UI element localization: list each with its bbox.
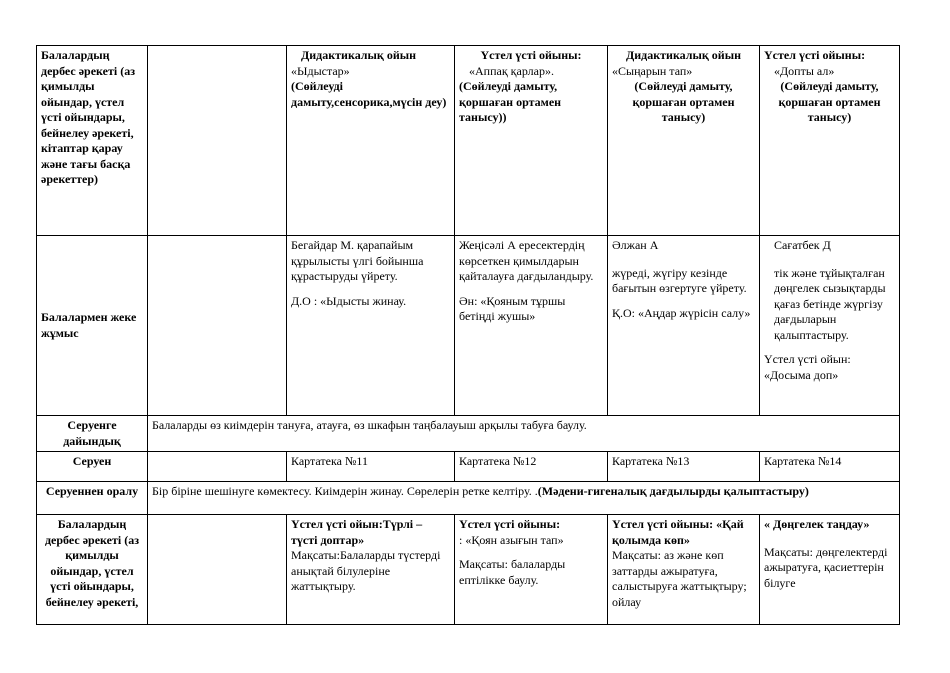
individual-text: жүреді, жүгіру кезінде бағытын өзгертуге үйрету. xyxy=(612,265,747,295)
row-walk xyxy=(37,452,900,482)
day-cell-3 xyxy=(608,46,760,236)
empty-cell xyxy=(148,46,287,236)
walk-card-2: Картатека №12 xyxy=(455,452,608,482)
game-area: (Сөйлеуді дамыту, қоршаған ортамен танысу) xyxy=(632,79,735,124)
empty-cell xyxy=(148,236,287,416)
game-title: Дидактикалық ойын xyxy=(301,48,417,62)
individual-cell-1 xyxy=(287,236,455,416)
activity-cell-3 xyxy=(608,515,760,625)
row-label-walk: Серуен xyxy=(37,452,148,482)
row-independent-activity xyxy=(37,46,900,236)
activity-text: Мақсаты:Балаларды түстерді анықтай білулеріне жаттықтыру. xyxy=(291,548,441,593)
individual-cell-3 xyxy=(608,236,760,416)
individual-text: Жеңісәлі А ересектердің көрсеткен қимылдарын қайталауға дағдыландыру. xyxy=(459,238,594,283)
individual-game: Үстел үсті ойын: «Досыма доп» xyxy=(764,352,851,382)
individual-game: Қ.О: «Аңдар жүрісін салу» xyxy=(612,305,751,320)
empty-cell xyxy=(148,452,287,482)
game-name: «Допты ал» xyxy=(774,63,835,78)
individual-text: Бегайдар М. қарапайым құрылысты үлгі бойынша құрастыруды үйрету. xyxy=(291,238,424,283)
activity-cell-4 xyxy=(760,515,900,625)
activity-title: Үстел үсті ойыны: «Қай қолымда көп» xyxy=(612,517,744,547)
game-name: «Аппақ қарлар». xyxy=(469,63,554,78)
individual-child: Сағатбек Д xyxy=(774,238,831,252)
game-title: Үстел үсті ойыны: xyxy=(480,48,582,62)
activity-cell-1 xyxy=(287,515,455,625)
return-text: Бір біріне шешінуге көмектесу. Киімдерін жинау. Сөрелерін ретке келтіру. . xyxy=(152,484,538,498)
activity-title: « Дөңгелек таңдау» xyxy=(764,517,870,531)
row-label-return: Серуеннен оралу xyxy=(37,482,148,515)
day-cell-2 xyxy=(455,46,608,236)
day-cell-4 xyxy=(760,46,900,236)
game-title: Дидактикалық ойын xyxy=(625,48,741,62)
game-area: (Сөйлеуді дамыту, қоршаған ортамен танысу) xyxy=(778,79,881,124)
walk-prep-text: Балаларды өз киімдерін тануға, атауға, өз шкафын таңбалауыш арқылы табуға баулу. xyxy=(148,416,900,452)
activity-text: Мақсаты: аз және көп заттарды ажыратуға, салыстыруға жаттықтыру; ойлау xyxy=(612,548,747,609)
walk-card-3: Картатека №13 xyxy=(608,452,760,482)
day-cell-1 xyxy=(287,46,455,236)
walk-card-4: Картатека №14 xyxy=(760,452,900,482)
empty-cell xyxy=(148,515,287,625)
activity-text: Мақсаты: дөңгелектерді ажыратуға, қасиеттерін білуге xyxy=(764,544,888,590)
row-independent-activity-2 xyxy=(37,515,900,625)
game-name: «Ыдыстар» xyxy=(291,63,350,78)
row-return-from-walk xyxy=(37,482,900,515)
row-individual-work xyxy=(37,236,900,416)
game-area: (Сөйлеуді дамыту,сенсорика,мүсін деу) xyxy=(291,79,447,109)
return-text-cell xyxy=(148,482,900,515)
return-text-bold: (Мәдени-гигеналық дағдылырды қалыптастыру) xyxy=(537,484,809,498)
activity-game: : «Қоян азығын тап» xyxy=(459,532,564,547)
activity-title: Үстел үсті ойын:Түрлі – түсті доптар» xyxy=(291,517,423,547)
row-label-walk-prep: Серуенге дайындық xyxy=(37,416,148,452)
game-area: (Сөйлеуді дамыту, қоршаған ортамен танысу)) xyxy=(459,79,562,124)
individual-game: Д.О : «Ыдысты жинау. xyxy=(291,293,407,308)
game-title: Үстел үсті ойыны: xyxy=(764,48,866,62)
activity-cell-2 xyxy=(455,515,608,625)
row-label-individual-work: Балалармен жеке жұмыс xyxy=(37,236,148,416)
individual-text: тік және тұйықталған дөңгелек сызықтарды қағаз бетінде жүргізу дағдыларын қалыптастыру. xyxy=(774,265,886,342)
individual-child: Әлжан А xyxy=(612,238,659,252)
activity-title: Үстел үсті ойыны: xyxy=(459,517,561,531)
individual-song: Ән: «Қояным тұршы бетіңді жушы» xyxy=(459,293,566,323)
activity-text: Мақсаты: балаларды ептілікке баулу. xyxy=(459,557,566,587)
individual-cell-2 xyxy=(455,236,608,416)
row-label-independent-activity: Балалардың дербес әрекеті (аз қимылды ойындар, үстел үсті ойындары, бейнелеу әрекеті, кітаптар қарау және тағы басқа әрекеттер) xyxy=(37,46,148,236)
row-walk-prep xyxy=(37,416,900,452)
schedule-table xyxy=(36,45,900,625)
walk-card-1: Картатека №11 xyxy=(287,452,455,482)
game-name: «Сыңарын тап» xyxy=(612,63,693,78)
row-label-independent-activity-2: Балалардың дербес әрекеті (аз қимылды ойындар, үстел үсті ойындары, бейнелеу әрекеті, xyxy=(37,515,148,625)
individual-cell-4 xyxy=(760,236,900,416)
